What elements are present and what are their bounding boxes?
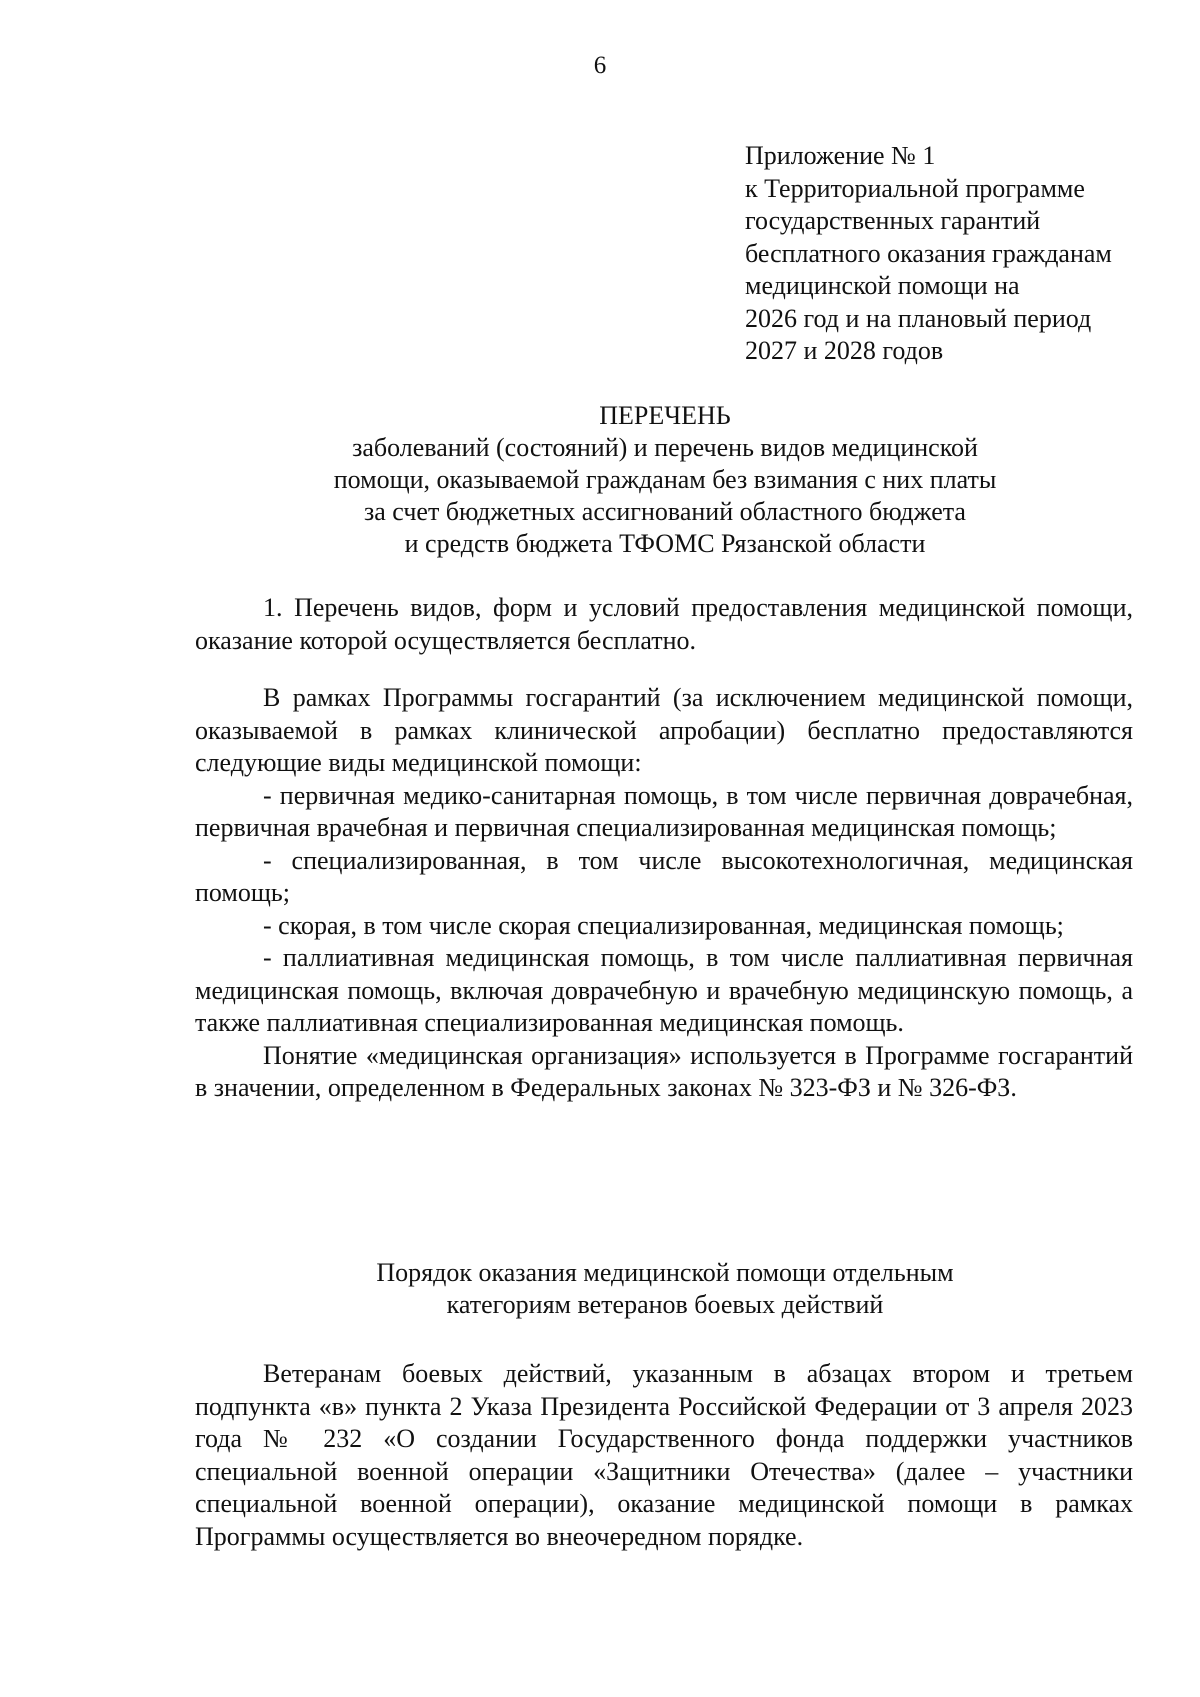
subheading xyxy=(200,1257,1130,1321)
title-heading: ПЕРЕЧЕНЬ xyxy=(599,401,731,430)
appendix-note xyxy=(745,140,1165,368)
appendix-line: Приложение № 1 xyxy=(745,141,936,170)
appendix-line: государственных гарантий xyxy=(745,206,1041,235)
appendix-line: 2027 и 2028 годов xyxy=(745,336,944,365)
list-item: - паллиативная медицинская помощь, в том числе паллиативная первичная медицинская помощь, включая доврачебную и врачебную медицинскую помощь, а также паллиативная специализированная медицинская помощь. xyxy=(195,943,1133,1037)
section-2-intro: В рамках Программы госгарантий (за исключением медицинской помощи, оказываемой в рамках клинической апробации) бесплатно предоставляются следующие виды медицинской помощи: xyxy=(195,683,1133,777)
section-1-paragraph: 1. Перечень видов, форм и условий предоставления медицинской помощи, оказание которой осуществляется бесплатно. xyxy=(195,593,1133,655)
subheading-line: Порядок оказания медицинской помощи отдельным xyxy=(376,1258,954,1287)
page-number: 6 xyxy=(593,52,607,79)
section-1 xyxy=(195,592,1133,657)
subheading-line: категориям ветеранов боевых действий xyxy=(446,1290,884,1319)
appendix-line: 2026 год и на плановый период xyxy=(745,303,1092,333)
list-item: - скорая, в том числе скорая специализированная, медицинская помощь; xyxy=(263,910,1064,940)
list-item: - первичная медико-санитарная помощь, в том числе первичная доврачебная, первичная врачебная и первичная специализированная медицинская помощь; xyxy=(195,780,1133,842)
section-3 xyxy=(195,1358,1133,1553)
title-line: за счет бюджетных ассигнований областного бюджета xyxy=(364,497,966,526)
appendix-line: к Территориальной программе xyxy=(745,173,1085,203)
appendix-line: бесплатного оказания гражданам xyxy=(745,238,1112,268)
document-title xyxy=(200,400,1130,560)
section-3-paragraph: Ветеранам боевых действий, указанным в абзацах втором и третьем подпункта «в» пункта 2 Указа Президента Российской Федерации от 3 апреля 2023 года № 232 «О создании Государственного фонда поддержки участников специальной военной операции «Защитники Отечества» (далее – участники специальной военной операции), оказание медицинской помощи в рамках Программы осуществляется во внеочередном порядке. xyxy=(195,1359,1133,1551)
appendix-line: медицинской помощи на xyxy=(745,271,1020,300)
title-line: заболеваний (состояний) и перечень видов медицинской xyxy=(352,433,978,462)
title-line: и средств бюджета ТФОМС Рязанской области xyxy=(404,529,926,558)
list-item: - специализированная, в том числе высокотехнологичная, медицинская помощь; xyxy=(195,845,1133,907)
title-line: помощи, оказываемой гражданам без взимания с них платы xyxy=(333,465,997,494)
section-2 xyxy=(195,682,1133,1105)
concept-paragraph: Понятие «медицинская организация» используется в Программе госгарантий в значении, определенном в Федеральных законах № 323-ФЗ и № 326-ФЗ. xyxy=(195,1040,1133,1102)
